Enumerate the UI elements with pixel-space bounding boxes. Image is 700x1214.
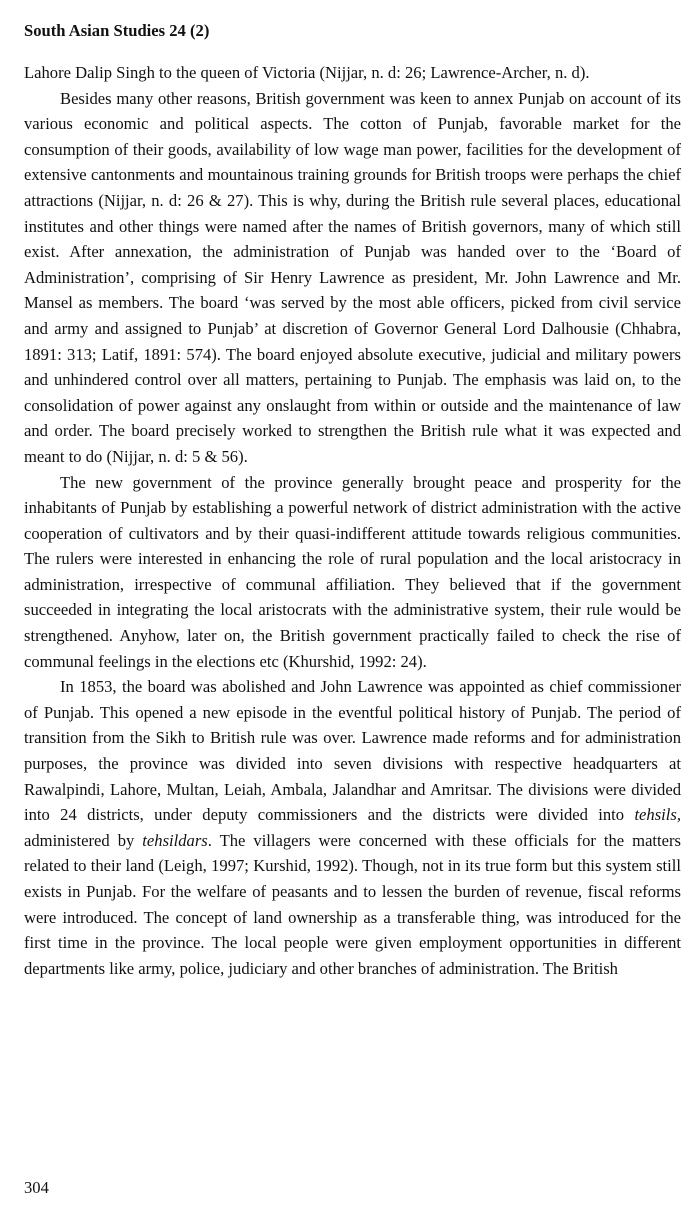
paragraph-continued: Lahore Dalip Singh to the queen of Victoria (Nijjar, n. d: 26; Lawrence-Archer, n. d).: [24, 63, 590, 82]
running-head: South Asian Studies 24 (2): [24, 21, 210, 40]
page-content: [24, 20, 681, 981]
page-number: 304: [24, 1178, 49, 1197]
term-tehsils: tehsils,: [634, 805, 681, 825]
text-segment: . The villagers were concerned with these officials for the matters related to their land (Leigh, 1997; Kurshid, 1992). Though, not in its true form but this system still exists in Punjab. For the welfare of peasants and to lessen the burden of revenue, fiscal reforms were introduced. The concept of land ownership as a transferable thing, was introduced for the first time in the province. The local people were given employment opportunities in different departments like army, police, judiciary and other branches of administration. The British: [24, 830, 681, 978]
text-segment: administered by: [24, 830, 143, 850]
text-segment: In 1853, the board was abolished and John Lawrence was appointed as chief commissioner of Punjab. This opened a new episode in the eventful political history of Punjab. The period of transition from the Sikh to British rule was over. Lawrence made reforms and for administration purposes, the province was divided into seven divisions with respective headquarters at Rawalpindi, Lahore, Multan, Leiah, Ambala, Jalandhar and Amritsar. The divisions were divided into 24 districts, under deputy commissioners and the districts were divided into: [24, 677, 681, 825]
paragraph-chief-commissioner: [24, 674, 681, 981]
paragraph-new-government: The new government of the province generally brought peace and prosperity for the inhabitants of Punjab by establishing a powerful network of district administration with the active cooperation of cultivators and by their quasi-indifferent attitude towards religious communities. The rulers were interested in enhancing the role of rural population and the local aristocracy in administration, irrespective of communal affiliation. They believed that if the government succeeded in integrating the local aristocrats with the administrative system, their rule would be strengthened. Anyhow, later on, the British government practically failed to check the rise of communal feelings in the elections etc (Khurshid, 1992: 24).: [24, 472, 681, 671]
paragraph-annexation-reasons: Besides many other reasons, British government was keen to annex Punjab on account of its various economic and political aspects. The cotton of Punjab, favorable market for the consumption of their goods, availability of low wage man power, facilities for the development of extensive cantonments and mountainous training grounds for British troops were perhaps the chief attractions (Nijjar, n. d: 26 & 27). This is why, during the British rule several places, educational institutes and other things were named after the names of British governors, many of which still exist. After annexation, the administration of Punjab was handed over to the ‘Board of Administration’, comprising of Sir Henry Lawrence as president, Mr. John Lawrence and Mr. Mansel as members. The board ‘was served by the most able officers, picked from civil service and army and assigned to Punjab’ at discretion of Governor General Lord Dalhousie (Chhabra, 1891: 313; Latif, 1891: 574). The board enjoyed absolute executive, judicial and military powers and unhindered control over all matters, pertaining to Punjab. The emphasis was laid on, to the consolidation of power against any onslaught from within or outside and the maintenance of law and order. The board precisely worked to strengthen the British rule what it was expected and meant to do (Nijjar, n. d: 5 & 56).: [24, 88, 681, 466]
term-tehsildars: tehsildars: [142, 830, 208, 850]
